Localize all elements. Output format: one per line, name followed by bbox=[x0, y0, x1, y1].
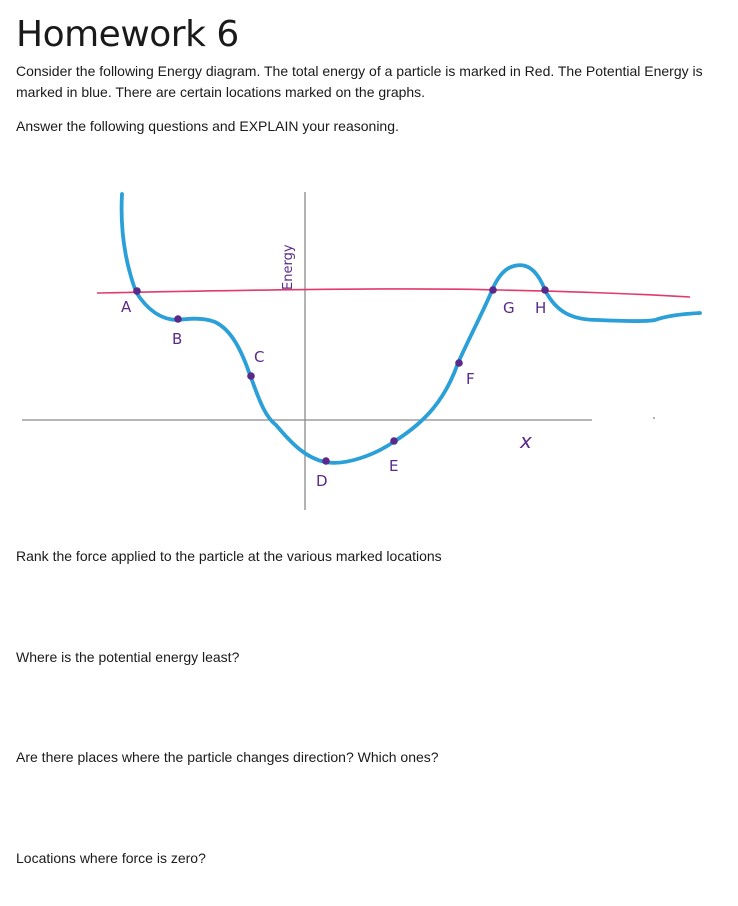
page-title: Homework 6 bbox=[16, 14, 239, 55]
point-a-marker bbox=[133, 287, 141, 295]
point-f-marker bbox=[455, 359, 463, 367]
intro-paragraph: Consider the following Energy diagram. The total energy of a particle is marked in Red. The Potential Energy is marked in blue. There are certain locations marked on the graphs. bbox=[16, 63, 703, 100]
point-f-label: F bbox=[466, 370, 475, 388]
question-force-zero: Locations where force is zero? bbox=[16, 850, 206, 866]
question-potential-least: Where is the potential energy least? bbox=[16, 649, 240, 665]
point-e-marker bbox=[390, 437, 398, 445]
total-energy-line bbox=[97, 289, 690, 297]
potential-energy-curve bbox=[122, 194, 700, 463]
point-c-marker bbox=[247, 372, 255, 380]
instruction-text: Answer the following questions and EXPLAIN your reasoning. bbox=[16, 118, 399, 134]
point-g-label: G bbox=[503, 299, 515, 317]
point-b-marker bbox=[174, 315, 182, 323]
point-h-marker bbox=[541, 286, 549, 294]
point-d-label: D bbox=[316, 472, 328, 490]
point-a-label: A bbox=[121, 298, 132, 316]
point-b-label: B bbox=[172, 330, 183, 348]
point-g-marker bbox=[489, 286, 497, 294]
point-e-label: E bbox=[389, 457, 399, 475]
question-direction-change: Are there places where the particle changes direction? Which ones? bbox=[16, 749, 439, 765]
axis-end-dot bbox=[653, 417, 655, 419]
point-h-label: H bbox=[535, 299, 547, 317]
question-force-ranking: Rank the force applied to the particle at the various marked locations bbox=[16, 548, 442, 564]
x-axis-label: x bbox=[520, 429, 532, 453]
point-c-label: C bbox=[254, 348, 265, 366]
y-axis-label: Energy bbox=[281, 244, 296, 290]
energy-diagram bbox=[0, 170, 738, 520]
point-d-marker bbox=[322, 457, 330, 465]
